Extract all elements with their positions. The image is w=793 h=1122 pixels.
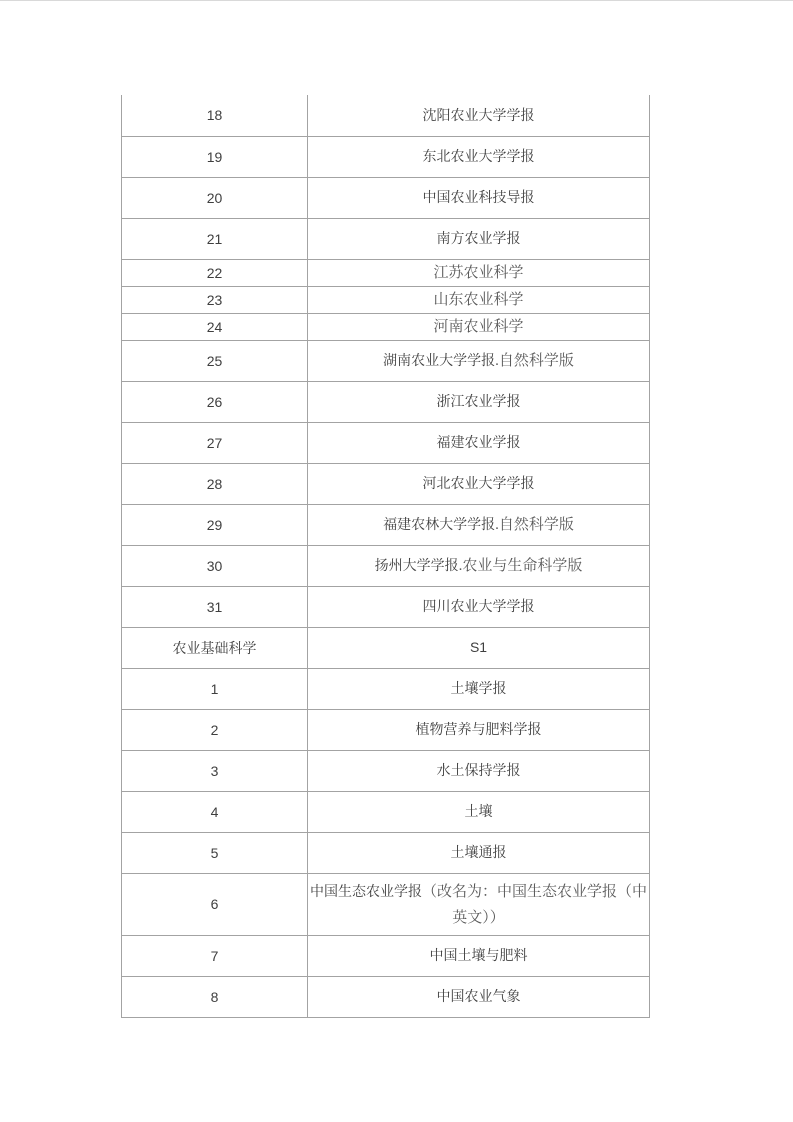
journal-name-cell — [308, 832, 650, 873]
category-code-text: S1 — [469, 639, 488, 655]
journal-name-segment: 河北农业大学学报 — [422, 475, 535, 491]
journal-name-segment: .农业与生命科学版 — [458, 558, 583, 574]
journal-name-segment: 沈阳农业大学学报 — [422, 106, 535, 123]
journal-name-cell — [308, 136, 650, 177]
journal-name-segment: 福建农业学报 — [436, 434, 521, 450]
journal-name-cell — [308, 668, 650, 709]
table-row — [122, 136, 650, 177]
row-number-cell: 8 — [122, 976, 308, 1017]
row-number-cell: 29 — [122, 504, 308, 545]
journal-name-cell — [308, 791, 650, 832]
journal-name-segment: 土壤 — [464, 803, 493, 819]
row-number-cell: 30 — [122, 545, 308, 586]
table-row — [122, 832, 650, 873]
journal-name-segment: 河南农业科学 — [433, 318, 524, 335]
table-row — [122, 791, 650, 832]
journal-name-cell — [308, 381, 650, 422]
row-number-cell: 1 — [122, 668, 308, 709]
journal-name-cell — [308, 545, 650, 586]
journal-name-segment: 植物营养与肥料学报 — [415, 721, 542, 737]
journal-name-segment: 东北农业大学学报 — [422, 148, 535, 164]
journal-name-segment: 南方农业学报 — [436, 230, 521, 246]
table-row — [122, 668, 650, 709]
journal-name-segment: 四川农业大学学报 — [422, 598, 535, 614]
table-row — [122, 422, 650, 463]
table-row — [122, 313, 650, 340]
row-number-cell: 20 — [122, 177, 308, 218]
journal-name-cell — [308, 586, 650, 627]
row-number-cell: 23 — [122, 286, 308, 313]
journal-name-cell — [308, 504, 650, 545]
row-number-cell: 19 — [122, 136, 308, 177]
journal-name-segment: .自然科学版 — [495, 353, 574, 369]
journal-name-cell — [308, 709, 650, 750]
journal-name-cell — [308, 422, 650, 463]
row-number-cell: 31 — [122, 586, 308, 627]
table-row — [122, 463, 650, 504]
journal-name-cell — [308, 976, 650, 1017]
journal-name-cell — [308, 259, 650, 286]
journal-name-cell — [308, 340, 650, 381]
category-name-cell: 农业基础科学 — [122, 627, 308, 668]
section-header-row — [122, 627, 650, 668]
page-top-edge — [0, 0, 793, 1]
row-number-cell: 7 — [122, 935, 308, 976]
row-number-cell: 5 — [122, 832, 308, 873]
table-row — [122, 935, 650, 976]
row-number-cell: 21 — [122, 218, 308, 259]
journal-name-cell — [308, 177, 650, 218]
row-number-cell: 2 — [122, 709, 308, 750]
row-number-cell: 18 — [122, 95, 308, 136]
journal-name-segment: 福建农林大学学报 — [383, 516, 496, 532]
journal-name-segment: 江苏农业科学 — [433, 264, 524, 281]
journal-name-cell — [308, 313, 650, 340]
journal-name-segment: 中国农业气象 — [436, 988, 521, 1004]
row-number-cell: 27 — [122, 422, 308, 463]
table-row — [122, 95, 650, 136]
journal-table — [121, 95, 650, 1018]
row-number-cell: 3 — [122, 750, 308, 791]
row-number-cell: 4 — [122, 791, 308, 832]
table-row — [122, 750, 650, 791]
journal-name-cell — [308, 935, 650, 976]
table-row — [122, 218, 650, 259]
table-row — [122, 545, 650, 586]
journal-name-segment: 水土保持学报 — [436, 762, 521, 778]
journal-name-cell — [308, 286, 650, 313]
table-row — [122, 259, 650, 286]
table-row — [122, 286, 650, 313]
table-row — [122, 709, 650, 750]
journal-name-segment: 中国农业科技导报 — [422, 189, 535, 205]
journal-name-segment: 浙江农业学报 — [436, 393, 521, 409]
row-number-cell: 24 — [122, 313, 308, 340]
journal-name-segment: 土壤通报 — [450, 844, 507, 860]
journal-name-segment: 中国生态农业学报 — [310, 882, 422, 899]
row-number-cell: 25 — [122, 340, 308, 381]
table-row — [122, 976, 650, 1017]
journal-name-segment: 土壤学报 — [450, 680, 507, 696]
table-row — [122, 504, 650, 545]
table-row — [122, 586, 650, 627]
row-number-cell: 6 — [122, 873, 308, 935]
table-row — [122, 177, 650, 218]
row-number-cell: 28 — [122, 463, 308, 504]
table-row — [122, 340, 650, 381]
journal-name-cell — [308, 750, 650, 791]
journal-name-segment: .自然科学版 — [495, 517, 574, 533]
journal-name-cell — [308, 95, 650, 136]
journal-name-segment: （改名为：中国生态农业学报（中英文）） — [422, 883, 648, 926]
table-row — [122, 873, 650, 935]
journal-name-segment: 中国土壤与肥料 — [429, 947, 528, 963]
journal-name-segment: 扬州大学学报 — [374, 557, 459, 573]
journal-name-segment: 湖南农业大学学报 — [383, 352, 496, 368]
journal-name-segment: 山东农业科学 — [433, 291, 524, 308]
row-number-cell: 22 — [122, 259, 308, 286]
journal-name-cell — [308, 873, 650, 935]
journal-name-cell — [308, 218, 650, 259]
table-row — [122, 381, 650, 422]
category-code-cell — [308, 627, 650, 668]
journal-name-cell — [308, 463, 650, 504]
journal-table-body — [122, 95, 650, 1017]
row-number-cell: 26 — [122, 381, 308, 422]
